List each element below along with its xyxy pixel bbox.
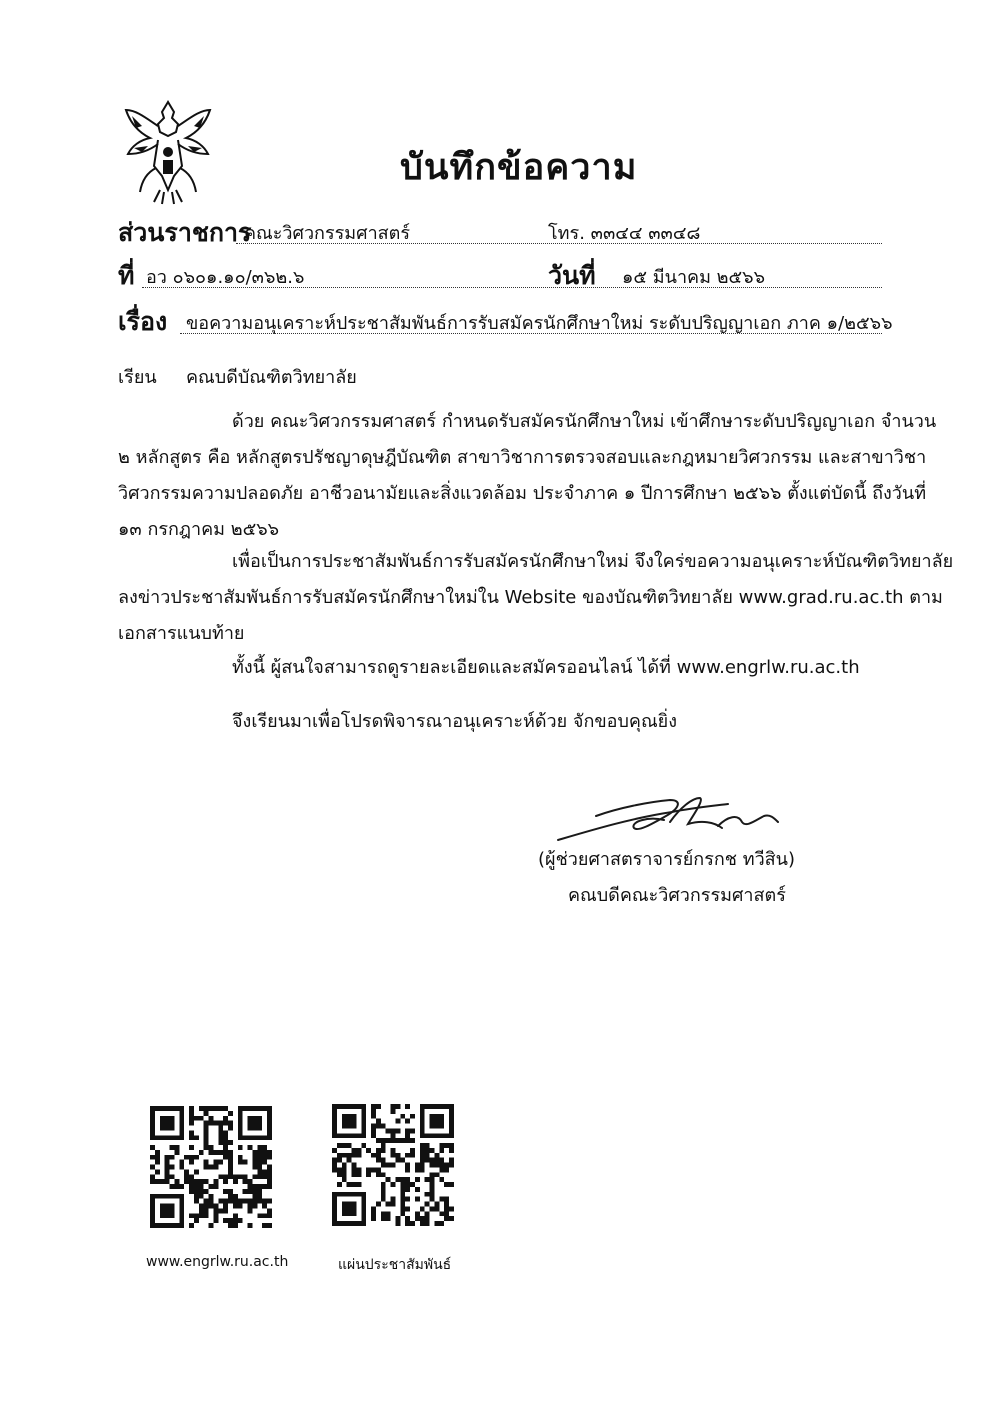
- subject-dotted-line: [180, 333, 882, 334]
- poster-qr-caption: แผ่นประชาสัมพันธ์: [338, 1257, 452, 1273]
- telephone-value: โทร. ๓๓๔๔ ๓๓๔๘: [548, 223, 701, 244]
- paragraph-1-line-2: ๒ หลักสูตร คือ หลักสูตรปรัชญาดุษฎีบัณฑิต สาขาวิชาการตรวจสอบและกฎหมายวิศวกรรม และสาขาวิชา: [118, 447, 927, 468]
- garuda-emblem-icon: [118, 96, 218, 208]
- paragraph-1-line-1: ด้วย คณะวิศวกรรมศาสตร์ กำหนดรับสมัครนักศึกษาใหม่ เข้าศึกษาระดับปริญญาเอก จำนวน: [232, 411, 937, 432]
- signatory-name: (ผู้ช่วยศาสตราจารย์กรกช ทวีสิน): [538, 849, 795, 870]
- date-label: วันที่: [548, 261, 596, 290]
- website-qr-code: [150, 1106, 272, 1228]
- paragraph-2-line-1: เพื่อเป็นการประชาสัมพันธ์การรับสมัครนักศึกษาใหม่ จึงใคร่ขอความอนุเคราะห์บัณฑิตวิทยาลัย: [232, 551, 954, 572]
- paragraph-1-line-3: วิศวกรรมความปลอดภัย อาชีวอนามัยและสิ่งแวดล้อม ประจำภาค ๑ ปีการศึกษา ๒๕๖๖ ตั้งแต่บัดนี้ ถึงวันที่: [118, 483, 927, 504]
- salutation-label: เรียน: [118, 367, 157, 388]
- signatory-position: คณบดีคณะวิศวกรรมศาสตร์: [568, 885, 786, 906]
- closing-line: จึงเรียนมาเพื่อโปรดพิจารณาอนุเคราะห์ด้วย จักขอบคุณยิ่ง: [232, 711, 677, 732]
- website-qr-caption: www.engrlw.ru.ac.th: [146, 1254, 289, 1270]
- paragraph-1-line-4: ๑๓ กรกฎาคม ๒๕๖๖: [118, 519, 280, 540]
- subject-value: ขอความอนุเคราะห์ประชาสัมพันธ์การรับสมัครนักศึกษาใหม่ ระดับปริญญาเอก ภาค ๑/๒๕๖๖: [186, 313, 893, 334]
- reference-value: อว ๐๖๐๑.๑๐/๓๖๒.๖: [146, 267, 305, 288]
- salutation-value: คณบดีบัณฑิตวิทยาลัย: [186, 367, 357, 388]
- department-dotted-line: [236, 243, 882, 244]
- date-value: ๑๕ มีนาคม ๒๕๖๖: [622, 267, 766, 288]
- reference-dotted-line: [142, 287, 882, 288]
- paragraph-3-line-1: ทั้งนี้ ผู้สนใจสามารถดูรายละเอียดและสมัครออนไลน์ ได้ที่ www.engrlw.ru.ac.th: [232, 657, 860, 678]
- paragraph-2-line-2: ลงข่าวประชาสัมพันธ์การรับสมัครนักศึกษาใหม่ใน Website ของบัณฑิตวิทยาลัย www.grad.ru.ac.th ตาม: [118, 587, 943, 608]
- handwritten-signature: [552, 792, 782, 850]
- poster-qr-code: [332, 1104, 454, 1226]
- department-value: คณะวิศวกรรมศาสตร์: [244, 223, 411, 244]
- paragraph-2-line-3: เอกสารแนบท้าย: [118, 623, 245, 644]
- reference-label: ที่: [118, 261, 135, 290]
- subject-label: เรื่อง: [118, 307, 168, 336]
- memo-title: บันทึกข้อความ: [400, 147, 638, 188]
- department-label: ส่วนราชการ: [118, 218, 252, 247]
